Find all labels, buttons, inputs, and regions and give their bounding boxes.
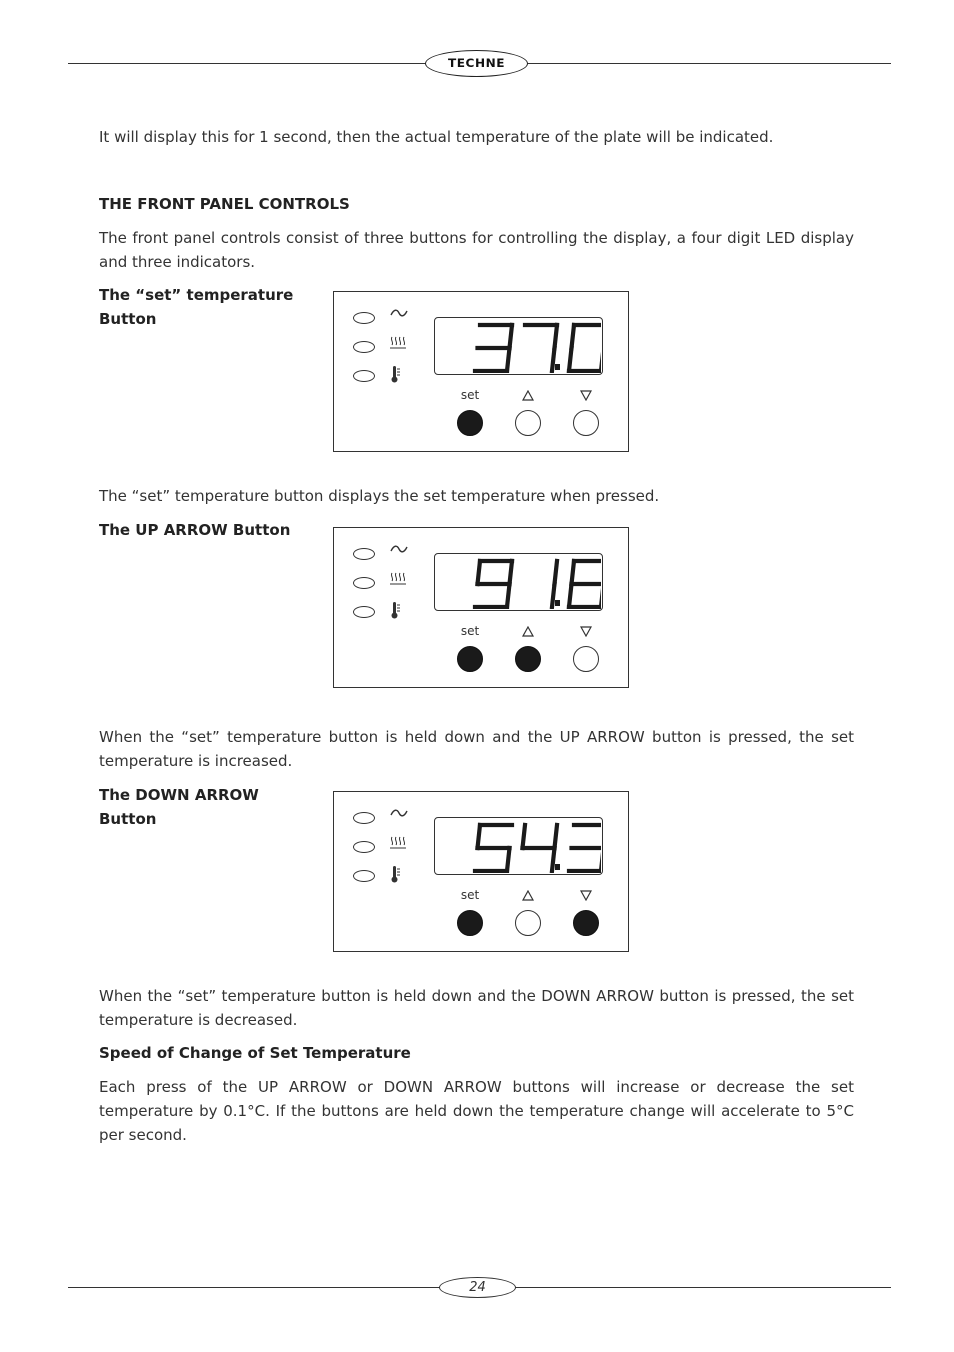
front-panel-2 — [333, 527, 629, 688]
down-button[interactable] — [573, 910, 599, 936]
section-title: THE FRONT PANEL CONTROLS — [99, 195, 350, 213]
led-segment — [572, 561, 575, 584]
led-segment — [569, 584, 572, 607]
led-segment — [552, 584, 555, 607]
set-button[interactable] — [457, 646, 483, 672]
front-panel-3 — [333, 791, 629, 952]
led-decimal-point — [555, 600, 560, 606]
up-button[interactable] — [515, 910, 541, 936]
text-after-panel-1: The “set” temperature button displays the set temperature when pressed. — [99, 487, 660, 505]
techne-logo — [425, 50, 528, 77]
led-segment — [510, 561, 513, 584]
indicator-led-3 — [353, 606, 375, 618]
led-decimal-point — [555, 864, 560, 870]
set-button-label: set — [460, 388, 480, 402]
led-segment — [569, 348, 572, 371]
page-number-oval — [439, 1277, 516, 1298]
led-segment — [510, 325, 513, 348]
panel-2-label-line1: The UP ARROW Button — [99, 521, 291, 539]
indicator-led-2 — [353, 341, 375, 353]
led-segment — [555, 825, 558, 848]
panel-2-label — [99, 518, 304, 542]
led-segment — [507, 348, 510, 371]
led-segment — [552, 348, 555, 371]
section-text: The front panel controls consist of three buttons for controlling the display, a four digit LED display and three indicators. — [99, 229, 854, 271]
up-button[interactable] — [515, 646, 541, 672]
panel-3-label — [99, 783, 304, 831]
led-segment — [555, 325, 558, 348]
led-segment — [507, 848, 510, 871]
led-segment — [555, 561, 558, 584]
panel-1-label — [99, 283, 304, 331]
led-display — [434, 317, 603, 375]
intro-text: It will display this for 1 second, then the actual temperature of the plate will be indicated. — [99, 128, 774, 146]
indicator-led-2 — [353, 577, 375, 589]
indicator-led-1 — [353, 812, 375, 824]
logo-text: TECHNE — [448, 56, 505, 70]
set-button-label: set — [460, 624, 480, 638]
panel-1-label-line1: The “set” temperature — [99, 286, 294, 304]
led-segment — [507, 584, 510, 607]
set-button[interactable] — [457, 410, 483, 436]
indicator-led-1 — [353, 312, 375, 324]
indicator-led-3 — [353, 370, 375, 382]
indicator-led-2 — [353, 841, 375, 853]
set-button[interactable] — [457, 910, 483, 936]
led-segment — [478, 825, 481, 848]
text-after-panel-3: When the “set” temperature button is held down and the DOWN ARROW button is pressed, the set temperature is decreased. — [99, 987, 854, 1029]
panel-1-label-line2: Button — [99, 310, 157, 328]
up-button[interactable] — [515, 410, 541, 436]
set-button-label: set — [460, 888, 480, 902]
indicator-led-3 — [353, 870, 375, 882]
speed-title: Speed of Change of Set Temperature — [99, 1044, 411, 1062]
speed-text: Each press of the UP ARROW or DOWN ARROW buttons will increase or decrease the set temperature by 0.1°C. If the buttons are held down the temperature change will accelerate to 5°C per second. — [99, 1078, 854, 1144]
down-button[interactable] — [573, 410, 599, 436]
led-segment — [523, 825, 526, 848]
front-panel-1 — [333, 291, 629, 452]
led-segment — [478, 561, 481, 584]
panel-3-label-line2: Button — [99, 810, 157, 828]
led-segment — [552, 848, 555, 871]
led-display — [434, 817, 603, 875]
panel-3-label-line1: The DOWN ARROW — [99, 786, 259, 804]
page-number: 24 — [469, 1280, 486, 1295]
indicator-led-1 — [353, 548, 375, 560]
led-segment — [572, 325, 575, 348]
led-display — [434, 553, 603, 611]
down-button[interactable] — [573, 646, 599, 672]
text-after-panel-2: When the “set” temperature button is held down and the UP ARROW button is pressed, the set temperature is increased. — [99, 728, 854, 770]
led-decimal-point — [555, 364, 560, 370]
